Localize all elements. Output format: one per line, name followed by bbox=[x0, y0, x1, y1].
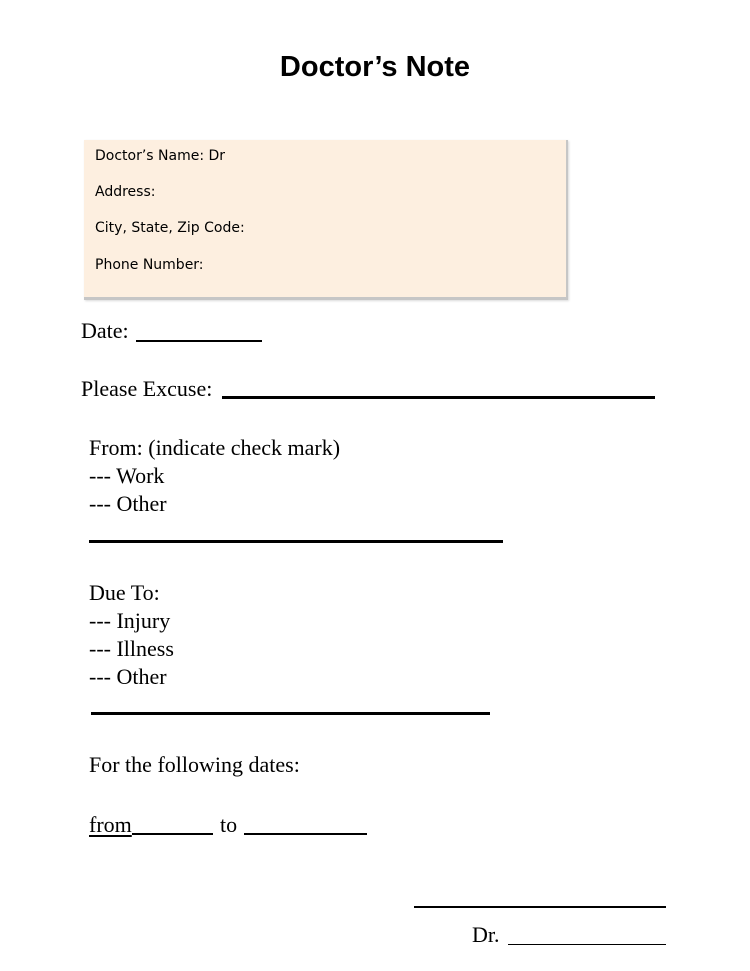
from-date-blank-line[interactable] bbox=[132, 833, 213, 835]
from-label: from bbox=[89, 812, 132, 837]
dr-name-blank-line[interactable] bbox=[508, 944, 666, 945]
dates-label: For the following dates: bbox=[89, 752, 300, 777]
phone-number-label: Phone Number: bbox=[95, 257, 204, 273]
dr-label: Dr. bbox=[472, 922, 500, 947]
due-option-other: --- Other bbox=[89, 664, 167, 689]
date-label: Date: bbox=[81, 318, 129, 343]
page-title: Doctor’s Note bbox=[279, 51, 471, 83]
to-date-blank-line[interactable] bbox=[244, 833, 367, 835]
due-to-heading: Due To: bbox=[89, 580, 160, 605]
doctor-name-label: Doctor’s Name: Dr bbox=[95, 148, 226, 164]
from-option-other: --- Other bbox=[89, 491, 167, 516]
due-to-blank-line[interactable] bbox=[91, 712, 490, 715]
to-label: to bbox=[220, 812, 238, 837]
doctor-info-box bbox=[84, 140, 568, 300]
date-blank-line[interactable] bbox=[136, 340, 262, 342]
from-heading: From: (indicate check mark) bbox=[89, 435, 341, 460]
excuse-label: Please Excuse: bbox=[81, 376, 213, 401]
due-option-injury: --- Injury bbox=[89, 608, 171, 633]
signature-line[interactable] bbox=[414, 906, 666, 908]
from-blank-line[interactable] bbox=[89, 540, 503, 543]
excuse-blank-line[interactable] bbox=[222, 396, 655, 399]
address-label: Address: bbox=[95, 184, 156, 200]
due-option-illness: --- Illness bbox=[89, 636, 174, 661]
from-option-work: --- Work bbox=[89, 463, 165, 488]
city-state-zip-label: City, State, Zip Code: bbox=[95, 220, 245, 236]
